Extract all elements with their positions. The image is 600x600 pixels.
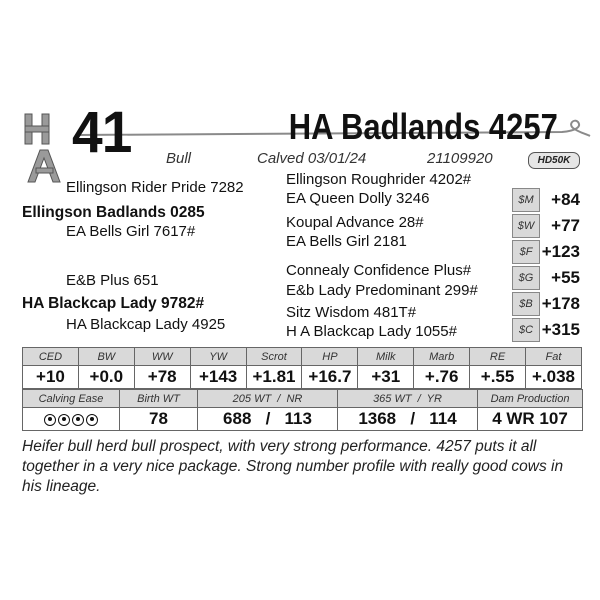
pedigree-dam-sire-dam: E&b Lady Predominant 299#: [286, 282, 478, 299]
dollar-label: $G: [512, 266, 540, 290]
pedigree-dam-dam-sire: Sitz Wisdom 481T#: [286, 304, 417, 321]
wt365-value: 1368: [358, 409, 397, 428]
dollar-row: [512, 318, 582, 342]
perf-header-dam-production: Dam Production: [478, 390, 583, 408]
separator: /: [256, 409, 280, 428]
dollar-row: [512, 240, 582, 264]
epd-header: Marb: [414, 348, 470, 366]
dollar-value: +77: [551, 216, 580, 235]
dollar-row: [512, 266, 582, 290]
calving-ease-dot: [86, 414, 98, 426]
genomic-badge: HD50K: [528, 152, 580, 169]
dam-production-value: 4 WR 107: [478, 408, 583, 431]
epd-header: BW: [78, 348, 134, 366]
epd-header: Scrot: [246, 348, 302, 366]
dollar-value: +55: [551, 268, 580, 287]
pedigree-sire-sire-dam: EA Queen Dolly 3246: [286, 190, 430, 207]
pedigree-dam: HA Blackcap Lady 9782#: [22, 295, 205, 312]
epd-header-row: [23, 348, 582, 366]
performance-value-row: [23, 408, 583, 431]
wt205-value: 688: [223, 409, 252, 428]
lot-number: 41: [72, 100, 132, 165]
wt365-yr-cell: [338, 408, 478, 431]
pedigree-dam-dam: HA Blackcap Lady 4925: [66, 316, 226, 333]
epd-value: +16.7: [302, 366, 358, 389]
pedigree-dam-sire-sire: Connealy Confidence Plus#: [286, 262, 472, 279]
pedigree-sire: Ellingson Badlands 0285: [22, 204, 205, 221]
dollar-value: +84: [551, 190, 580, 209]
calved-label: Calved: [257, 150, 304, 167]
dollar-value: +315: [541, 320, 580, 339]
lot-comment: Heifer bull herd bull prospect, with very strong performance. 4257 puts it all together in a very nice package. Strong number profile with really good cows in his lineage.: [22, 438, 564, 495]
pedigree-sire-dam: EA Bells Girl 7617#: [66, 223, 196, 240]
epd-header: RE: [470, 348, 526, 366]
calving-ease-dot: [44, 414, 56, 426]
pedigree-dam-sire: E&B Plus 651: [66, 272, 159, 289]
dollar-label: $F: [512, 240, 540, 264]
yr-value: 114: [429, 409, 457, 428]
epd-value-row: [23, 366, 582, 389]
epd-table: [22, 347, 582, 389]
dollar-row: [512, 188, 582, 212]
epd-header: CED: [23, 348, 79, 366]
calving-ease-dots: [44, 414, 98, 426]
epd-value: +.038: [526, 366, 582, 389]
epd-header: Fat: [526, 348, 582, 366]
pedigree-sire-sire: Ellingson Rider Pride 7282: [66, 179, 244, 196]
perf-header-calving-ease: Calving Ease: [23, 390, 120, 408]
calving-ease-dot: [72, 414, 84, 426]
epd-value: +143: [190, 366, 246, 389]
perf-header-birth-wt: Birth WT: [120, 390, 198, 408]
animal-name: HA Badlands 4257: [288, 106, 558, 147]
epd-header: Milk: [358, 348, 414, 366]
perf-header-365-wt: 365 WT / YR: [338, 390, 478, 408]
dollar-value: +123: [541, 242, 580, 261]
performance-header-row: [23, 390, 583, 408]
epd-value: +0.0: [78, 366, 134, 389]
calved-info: [257, 151, 366, 166]
birth-wt-value: 78: [120, 408, 198, 431]
dollar-label: $W: [512, 214, 540, 238]
dollar-values-panel: [512, 184, 582, 344]
registration-number: 21109920: [427, 150, 493, 167]
dollar-value: +178: [541, 294, 580, 313]
epd-header: WW: [134, 348, 190, 366]
calving-ease-rating: [23, 408, 120, 431]
pedigree-sire-dam-dam: EA Bells Girl 2181: [286, 233, 407, 250]
calving-ease-dot: [58, 414, 70, 426]
perf-header-205-wt: 205 WT / NR: [198, 390, 338, 408]
epd-value: +1.81: [246, 366, 302, 389]
nr-value: 113: [284, 409, 312, 428]
calved-date: 03/01/24: [307, 150, 367, 167]
epd-value: +78: [134, 366, 190, 389]
epd-header: HP: [302, 348, 358, 366]
epd-value: +10: [23, 366, 79, 389]
dollar-row: [512, 292, 582, 316]
separator: /: [400, 409, 425, 428]
epd-value: +.55: [470, 366, 526, 389]
pedigree-dam-dam-dam: H A Blackcap Lady 1055#: [286, 323, 457, 340]
performance-table: [22, 389, 583, 431]
epd-value: +.76: [414, 366, 470, 389]
animal-sex: Bull: [166, 150, 192, 167]
dollar-row: [512, 214, 582, 238]
wt205-nr-cell: [198, 408, 338, 431]
epd-value: +31: [358, 366, 414, 389]
pedigree-sire-sire-sire: Ellingson Roughrider 4202#: [286, 171, 472, 188]
dollar-label: $C: [512, 318, 540, 342]
epd-header: YW: [190, 348, 246, 366]
dollar-label: $B: [512, 292, 540, 316]
dollar-label: $M: [512, 188, 540, 212]
pedigree-sire-dam-sire: Koupal Advance 28#: [286, 214, 424, 231]
